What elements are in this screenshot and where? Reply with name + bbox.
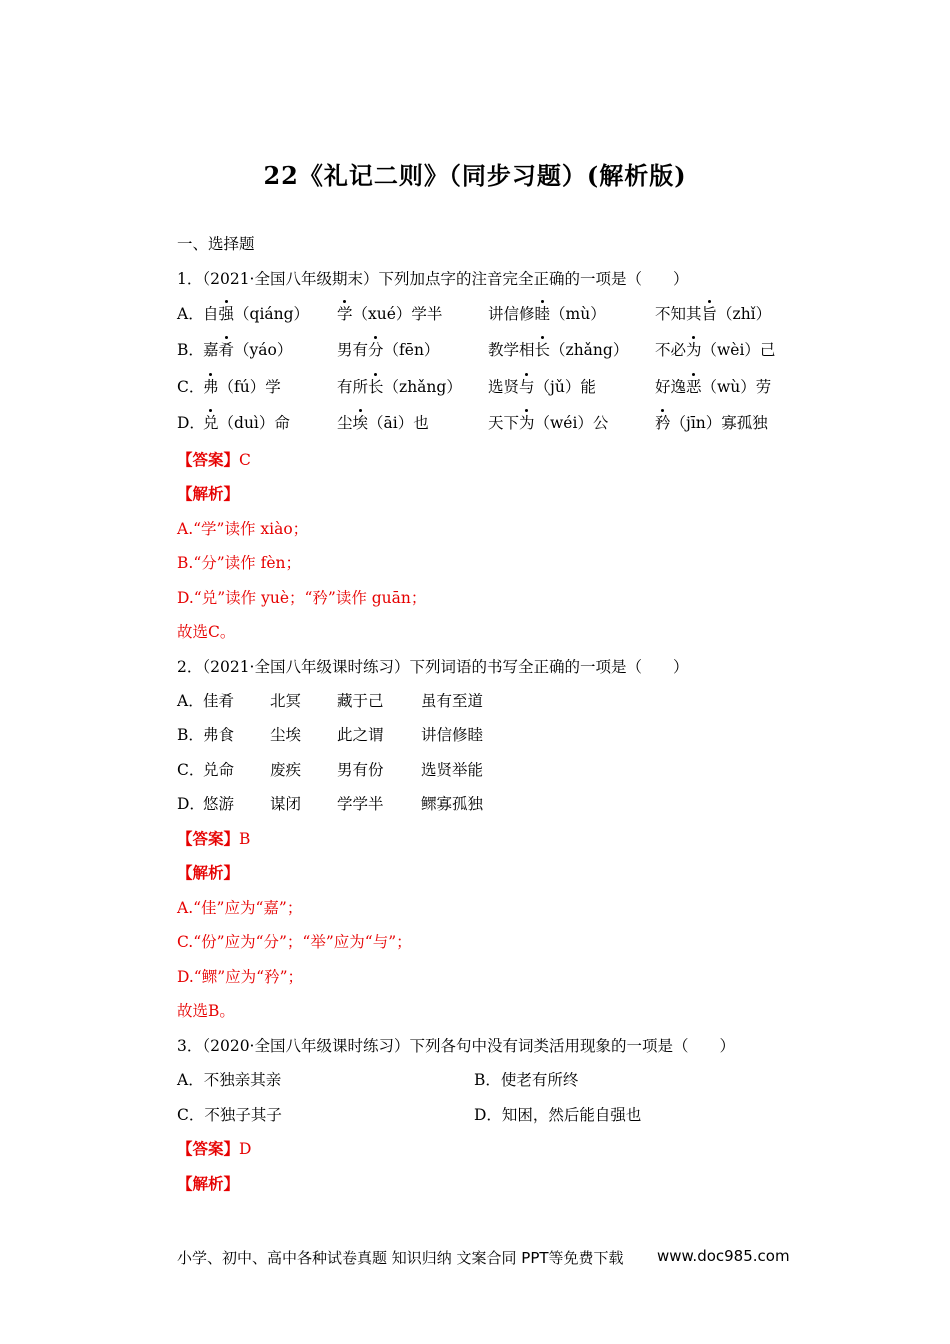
q2-analysis-tag (177, 862, 239, 884)
footer-text: 小学、初中、高中各种试卷真题 知识归纳 文案合同 PPT等免费下载 (177, 1249, 624, 1267)
dotted-character: 旨 (701, 305, 718, 323)
q3-analysis-tag (177, 1173, 239, 1195)
q1-option-item (488, 303, 606, 325)
q3-stem: 3．（2020·全国八年级课时练习）下列各句中没有词类活用现象的一项是（ ） (177, 1037, 735, 1055)
q2-option-word: 佳肴 (203, 692, 235, 710)
item-suffix: （wéi）公 (534, 414, 609, 432)
item-suffix: （zhǎng） (383, 378, 462, 396)
q1-option-item (337, 376, 462, 398)
q2-option-label: B． (177, 726, 204, 744)
dotted-character: 矜 (655, 414, 671, 432)
section-heading: 一、选择题 (177, 235, 255, 253)
answer-value: C (239, 451, 251, 469)
dotted-character: 分 (368, 341, 384, 359)
item-prefix: 自 (203, 305, 219, 323)
answer-tag: 【答案】 (177, 829, 240, 848)
item-suffix: （zhǎng） (550, 341, 629, 359)
answer-value: D (239, 1140, 252, 1158)
q1-option-label: C． (177, 378, 205, 396)
q1-option-item (203, 339, 292, 361)
dotted-character: 埃 (352, 414, 369, 432)
analysis-tag: 【解析】 (177, 863, 240, 882)
q1-option-item (488, 412, 608, 434)
q1-option-item (337, 412, 429, 434)
dotted-character: 学 (337, 305, 353, 323)
q2-option-word: 鳏寡孤独 (421, 795, 484, 813)
q1-option-item (655, 339, 775, 361)
q2-analysis-line: C.“份”应为“分”；“举”应为“与”； (177, 933, 412, 951)
item-prefix: 男有 (337, 341, 369, 359)
q1-option-item (655, 303, 771, 325)
dotted-character: 长 (368, 378, 384, 396)
q3-option-c: C．不独子其子 (177, 1106, 282, 1124)
q2-option-word: 藏于己 (337, 692, 384, 710)
item-prefix: 讲信修 (488, 305, 535, 323)
page-title: 22《礼记二则》（同步习题）(解析版) (263, 161, 687, 190)
item-prefix: 不必 (655, 341, 687, 359)
q2-option-label: A． (177, 692, 204, 710)
dotted-character: 弗 (203, 378, 219, 396)
item-prefix: 好逸 (655, 378, 687, 396)
q2-option-word: 此之谓 (337, 726, 384, 744)
q2-option-word: 废疾 (270, 761, 302, 779)
q3-option-b: B．使老有所终 (474, 1071, 579, 1089)
q2-analysis-line: A.“佳”应为“嘉”； (177, 899, 303, 917)
item-suffix: （āi）也 (368, 414, 429, 432)
item-suffix: （jǔ）能 (534, 378, 596, 396)
item-suffix: （fú）学 (218, 378, 281, 396)
q1-option-item (488, 339, 628, 361)
q1-option-item (203, 412, 290, 434)
dotted-character: 与 (519, 378, 535, 396)
footer (177, 1247, 790, 1268)
item-prefix: 嘉 (203, 341, 219, 359)
q3-option-a: A．不独亲其亲 (177, 1071, 282, 1089)
q2-option-word: 讲信修睦 (421, 726, 484, 744)
q1-option-item (655, 376, 771, 398)
q2-answer (177, 828, 250, 850)
q2-option-word: 兑命 (203, 761, 235, 779)
answer-value: B (239, 830, 251, 848)
q3-option-d: D．知困，然后能自强也 (474, 1106, 642, 1124)
item-prefix: 尘 (337, 414, 353, 432)
item-suffix: （duì）命 (218, 414, 290, 432)
q1-option-item (203, 376, 281, 398)
item-suffix: （fēn） (383, 341, 440, 359)
item-suffix: （yáo） (234, 341, 293, 359)
item-suffix: （wèi）己 (701, 341, 776, 359)
answer-tag: 【答案】 (177, 450, 240, 469)
dotted-character: 恶 (686, 378, 702, 396)
item-prefix: 天下 (488, 414, 520, 432)
q2-option-word: 选贤举能 (421, 761, 484, 779)
q2-option-label: C． (177, 761, 205, 779)
item-prefix: 不知其 (655, 305, 702, 323)
footer-url[interactable]: www.doc985.com (657, 1247, 790, 1265)
dotted-character: 睦 (534, 305, 551, 323)
item-suffix: （qiáng） (234, 305, 310, 323)
q1-answer (177, 449, 251, 471)
q2-analysis-line: D.“鳏”应为“矜”； (177, 968, 303, 986)
q1-analysis-tag (177, 483, 239, 505)
q1-stem: 1．（2021·全国八年级期末）下列加点字的注音完全正确的一项是（ ） (177, 270, 689, 288)
q1-option-label: A． (177, 305, 204, 323)
q2-option-word: 北冥 (270, 692, 302, 710)
analysis-tag: 【解析】 (177, 1174, 240, 1193)
q1-analysis-line: D.“兑”读作 yuè；“矜”读作 guān； (177, 589, 427, 607)
item-prefix: 教学相 (488, 341, 535, 359)
item-suffix: （jīn）寡孤独 (670, 414, 768, 432)
q1-option-item (337, 303, 442, 325)
q1-option-item (337, 339, 439, 361)
q2-option-word: 尘埃 (270, 726, 302, 744)
q1-option-item (488, 376, 596, 398)
q2-conclusion: 故选B。 (177, 1002, 235, 1020)
q2-option-word: 男有份 (337, 761, 384, 779)
q1-option-label: B． (177, 341, 204, 359)
item-suffix: （xué）学半 (352, 305, 443, 323)
item-prefix: 有所 (337, 378, 369, 396)
dotted-character: 肴 (218, 341, 235, 359)
q1-option-label: D． (177, 414, 205, 432)
q1-analysis-line: A.“学”读作 xiào； (177, 520, 309, 538)
item-suffix: （mù） (550, 305, 606, 323)
q2-option-label: D． (177, 795, 205, 813)
analysis-tag: 【解析】 (177, 484, 240, 503)
item-prefix: 选贤 (488, 378, 520, 396)
item-suffix: （zhǐ） (717, 305, 772, 323)
q2-option-word: 弗食 (203, 726, 235, 744)
q1-option-item (203, 303, 309, 325)
q2-option-word: 学学半 (337, 795, 384, 813)
dotted-character: 为 (519, 414, 535, 432)
q2-stem: 2．（2021·全国八年级课时练习）下列词语的书写全正确的一项是（ ） (177, 658, 689, 676)
q1-option-item (655, 412, 768, 434)
dotted-character: 兑 (203, 414, 219, 432)
q2-option-word: 谋闭 (270, 795, 302, 813)
q1-conclusion: 故选C。 (177, 623, 236, 641)
q1-analysis-line: B.“分”读作 fèn； (177, 554, 301, 572)
q2-option-word: 悠游 (203, 795, 235, 813)
dotted-character: 长 (534, 341, 551, 359)
q3-answer (177, 1138, 251, 1160)
dotted-character: 为 (686, 341, 702, 359)
q2-option-word: 虽有至道 (421, 692, 484, 710)
dotted-character: 强 (218, 305, 235, 323)
answer-tag: 【答案】 (177, 1139, 240, 1158)
item-suffix: （wù）劳 (701, 378, 772, 396)
